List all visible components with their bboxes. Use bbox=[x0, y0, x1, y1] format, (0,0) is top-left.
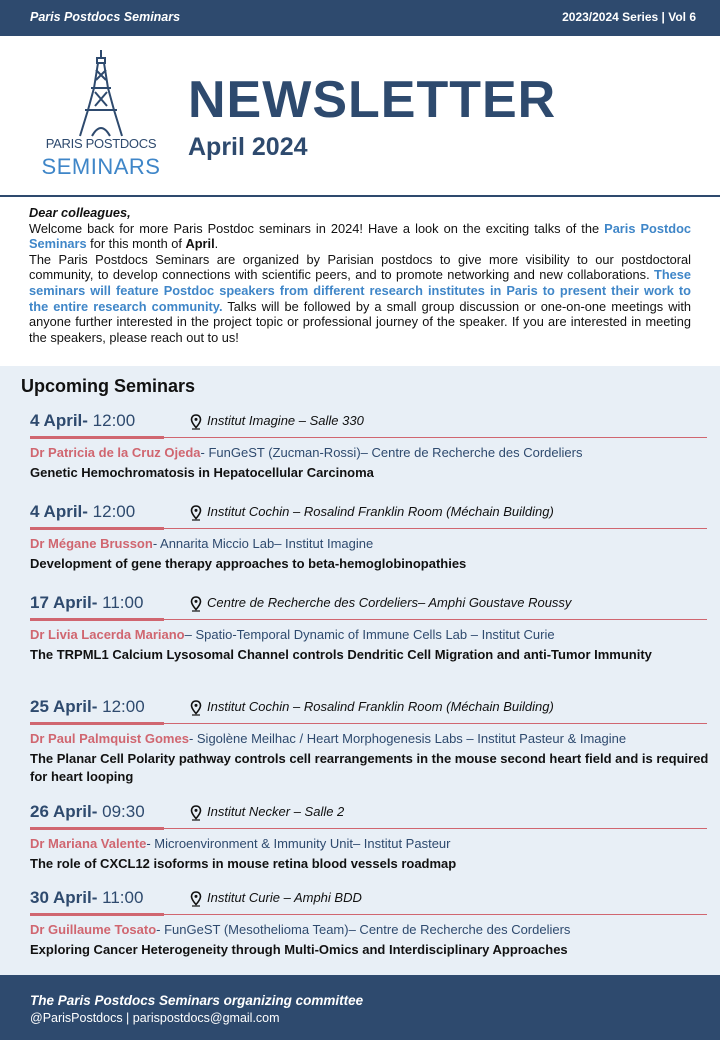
location-pin-icon bbox=[190, 700, 202, 716]
seminar-location: Institut Cochin – Rosalind Franklin Room (Méchain Building) bbox=[207, 504, 554, 519]
intro-p2-text-2: Talks will be followed by a small group discussion or one-on-one meetings with anyone further interested in the project topic or professional journey of the speaker. If you are interested in meeting the speakers, please reach out to us! bbox=[29, 298, 692, 345]
footer bbox=[0, 975, 720, 1040]
newsletter-title: NEWSLETTER bbox=[188, 71, 557, 129]
seminar-day: 26 April- bbox=[30, 802, 98, 821]
seminar-speaker-line bbox=[30, 536, 720, 551]
logo-line-2: SEMINARS bbox=[41, 154, 161, 179]
separator-line bbox=[164, 619, 707, 620]
logo-line-1: PARIS POSTDOCS bbox=[45, 136, 157, 151]
seminar-day: 25 April- bbox=[30, 697, 98, 716]
speaker-name: Dr Paul Palmquist Gomes bbox=[30, 731, 189, 746]
date-underline bbox=[30, 436, 164, 439]
seminar-time: 12:00 bbox=[102, 697, 145, 716]
intro-p1-text-2: for this month of bbox=[86, 236, 186, 252]
seminar-date bbox=[30, 411, 135, 431]
seminar-location: Institut Necker – Salle 2 bbox=[207, 804, 345, 819]
eiffel-tower-icon bbox=[78, 50, 124, 138]
date-underline bbox=[30, 722, 164, 725]
seminar-speaker-line bbox=[30, 627, 720, 642]
separator-line bbox=[164, 528, 707, 529]
seminar-date bbox=[30, 502, 135, 522]
intro-paragraph-1 bbox=[29, 221, 691, 252]
location-pin-icon bbox=[190, 596, 202, 612]
logo bbox=[40, 50, 162, 190]
separator-line bbox=[164, 723, 707, 724]
speaker-name: Dr Mégane Brusson bbox=[30, 536, 153, 551]
seminar-title: Genetic Hemochromatosis in Hepatocellular Carcinoma bbox=[30, 465, 374, 480]
speaker-name: Dr Mariana Valente bbox=[30, 836, 147, 851]
seminars-link[interactable]: Paris Postdoc Seminars bbox=[29, 220, 691, 252]
speaker-affiliation: – Spatio-Temporal Dynamic of Immune Cells Lab – Institut Curie bbox=[184, 627, 555, 642]
committee-label: The Paris Postdocs Seminars organizing committee bbox=[30, 993, 364, 1008]
seminar-time: 11:00 bbox=[102, 888, 144, 907]
location-pin-icon bbox=[190, 505, 202, 521]
seminar-location: Institut Cochin – Rosalind Franklin Room (Méchain Building) bbox=[207, 699, 554, 714]
seminar-time: 09:30 bbox=[102, 802, 145, 821]
speaker-name: Dr Guillaume Tosato bbox=[30, 922, 157, 937]
brand-label: Paris Postdocs Seminars bbox=[30, 10, 181, 24]
seminar-day: 4 April- bbox=[30, 411, 88, 430]
intro-paragraph-2 bbox=[29, 252, 691, 346]
intro-highlight: These seminars will feature Postdoc speakers from different research institutes in Paris to present their work to the entire research community. bbox=[29, 267, 691, 314]
series-label: 2023/2024 Series | Vol 6 bbox=[562, 10, 696, 24]
speaker-affiliation: - Annarita Miccio Lab– Institut Imagine bbox=[152, 536, 374, 551]
location-pin-icon bbox=[190, 891, 202, 907]
seminars-heading: Upcoming Seminars bbox=[21, 376, 196, 396]
seminar-time: 11:00 bbox=[102, 593, 144, 612]
seminar-speaker-line bbox=[30, 922, 720, 937]
seminar-speaker-line bbox=[30, 836, 720, 851]
separator-line bbox=[164, 437, 707, 438]
seminar-title: The role of CXCL12 isoforms in mouse retina blood vessels roadmap bbox=[30, 856, 457, 871]
seminar-speaker-line bbox=[30, 445, 720, 460]
newsletter-date: April 2024 bbox=[188, 133, 308, 161]
seminar-day: 30 April- bbox=[30, 888, 98, 907]
intro-p1-text-3: . bbox=[214, 236, 219, 252]
date-underline bbox=[30, 618, 164, 621]
seminar-title: Exploring Cancer Heterogeneity through Multi-Omics and Interdisciplinary Approaches bbox=[30, 942, 568, 957]
seminar-title: The Planar Cell Polarity pathway controls cell rearrangements in the mouse second heart field and is required for heart looping bbox=[30, 751, 709, 784]
seminar-location: Institut Imagine – Salle 330 bbox=[207, 413, 364, 428]
speaker-affiliation: - Microenvironment & Immunity Unit– Institut Pasteur bbox=[146, 836, 451, 851]
seminar-date bbox=[30, 593, 143, 613]
seminar-time: 12:00 bbox=[92, 502, 136, 521]
header-divider bbox=[0, 195, 720, 197]
speaker-affiliation: - FunGeST (Mesothelioma Team)– Centre de Recherche des Cordeliers bbox=[156, 922, 571, 937]
intro-p1-text: Welcome back for more Paris Postdoc seminars in 2024! Have a look on the exciting talks of the bbox=[29, 220, 605, 236]
intro-p2-text: The Paris Postdocs Seminars are organized by Parisian postdocs to give more visibility to our postdoctoral community, to develop connections with scientific peers, and to promote networking and new collaborations. bbox=[29, 251, 691, 283]
contact-info[interactable]: @ParisPostdocs | parispostdocs@gmail.com bbox=[30, 1011, 280, 1025]
location-pin-icon bbox=[190, 805, 202, 821]
seminar-date bbox=[30, 888, 143, 908]
intro-month: April bbox=[185, 236, 215, 252]
seminar-time: 12:00 bbox=[92, 411, 136, 430]
separator-line bbox=[164, 914, 707, 915]
speaker-affiliation: - Sigolène Meilhac / Heart Morphogenesis Labs – Institut Pasteur & Imagine bbox=[188, 731, 627, 746]
seminar-day: 17 April- bbox=[30, 593, 98, 612]
separator-line bbox=[164, 828, 707, 829]
seminar-date bbox=[30, 802, 145, 822]
seminar-day: 4 April- bbox=[30, 502, 88, 521]
seminar-location: Centre de Recherche des Cordeliers– Amphi Goustave Roussy bbox=[207, 595, 572, 610]
date-underline bbox=[30, 913, 164, 916]
speaker-name: Dr Livia Lacerda Mariano bbox=[30, 627, 185, 642]
top-bar bbox=[0, 0, 720, 36]
intro-text bbox=[29, 205, 691, 345]
speaker-affiliation: - FunGeST (Zucman-Rossi)– Centre de Recherche des Cordeliers bbox=[200, 445, 583, 460]
seminar-title: The TRPML1 Calcium Lysosomal Channel controls Dendritic Cell Migration and anti-Tumor Immunity bbox=[30, 647, 652, 662]
seminar-location: Institut Curie – Amphi BDD bbox=[207, 890, 362, 905]
seminar-title: Development of gene therapy approaches to beta-hemoglobinopathies bbox=[30, 556, 467, 571]
date-underline bbox=[30, 827, 164, 830]
seminar-speaker-line bbox=[30, 731, 720, 746]
location-pin-icon bbox=[190, 414, 202, 430]
seminar-date bbox=[30, 697, 145, 717]
speaker-name: Dr Patricia de la Cruz Ojeda bbox=[30, 445, 201, 460]
greeting: Dear colleagues, bbox=[29, 205, 131, 220]
date-underline bbox=[30, 527, 164, 530]
